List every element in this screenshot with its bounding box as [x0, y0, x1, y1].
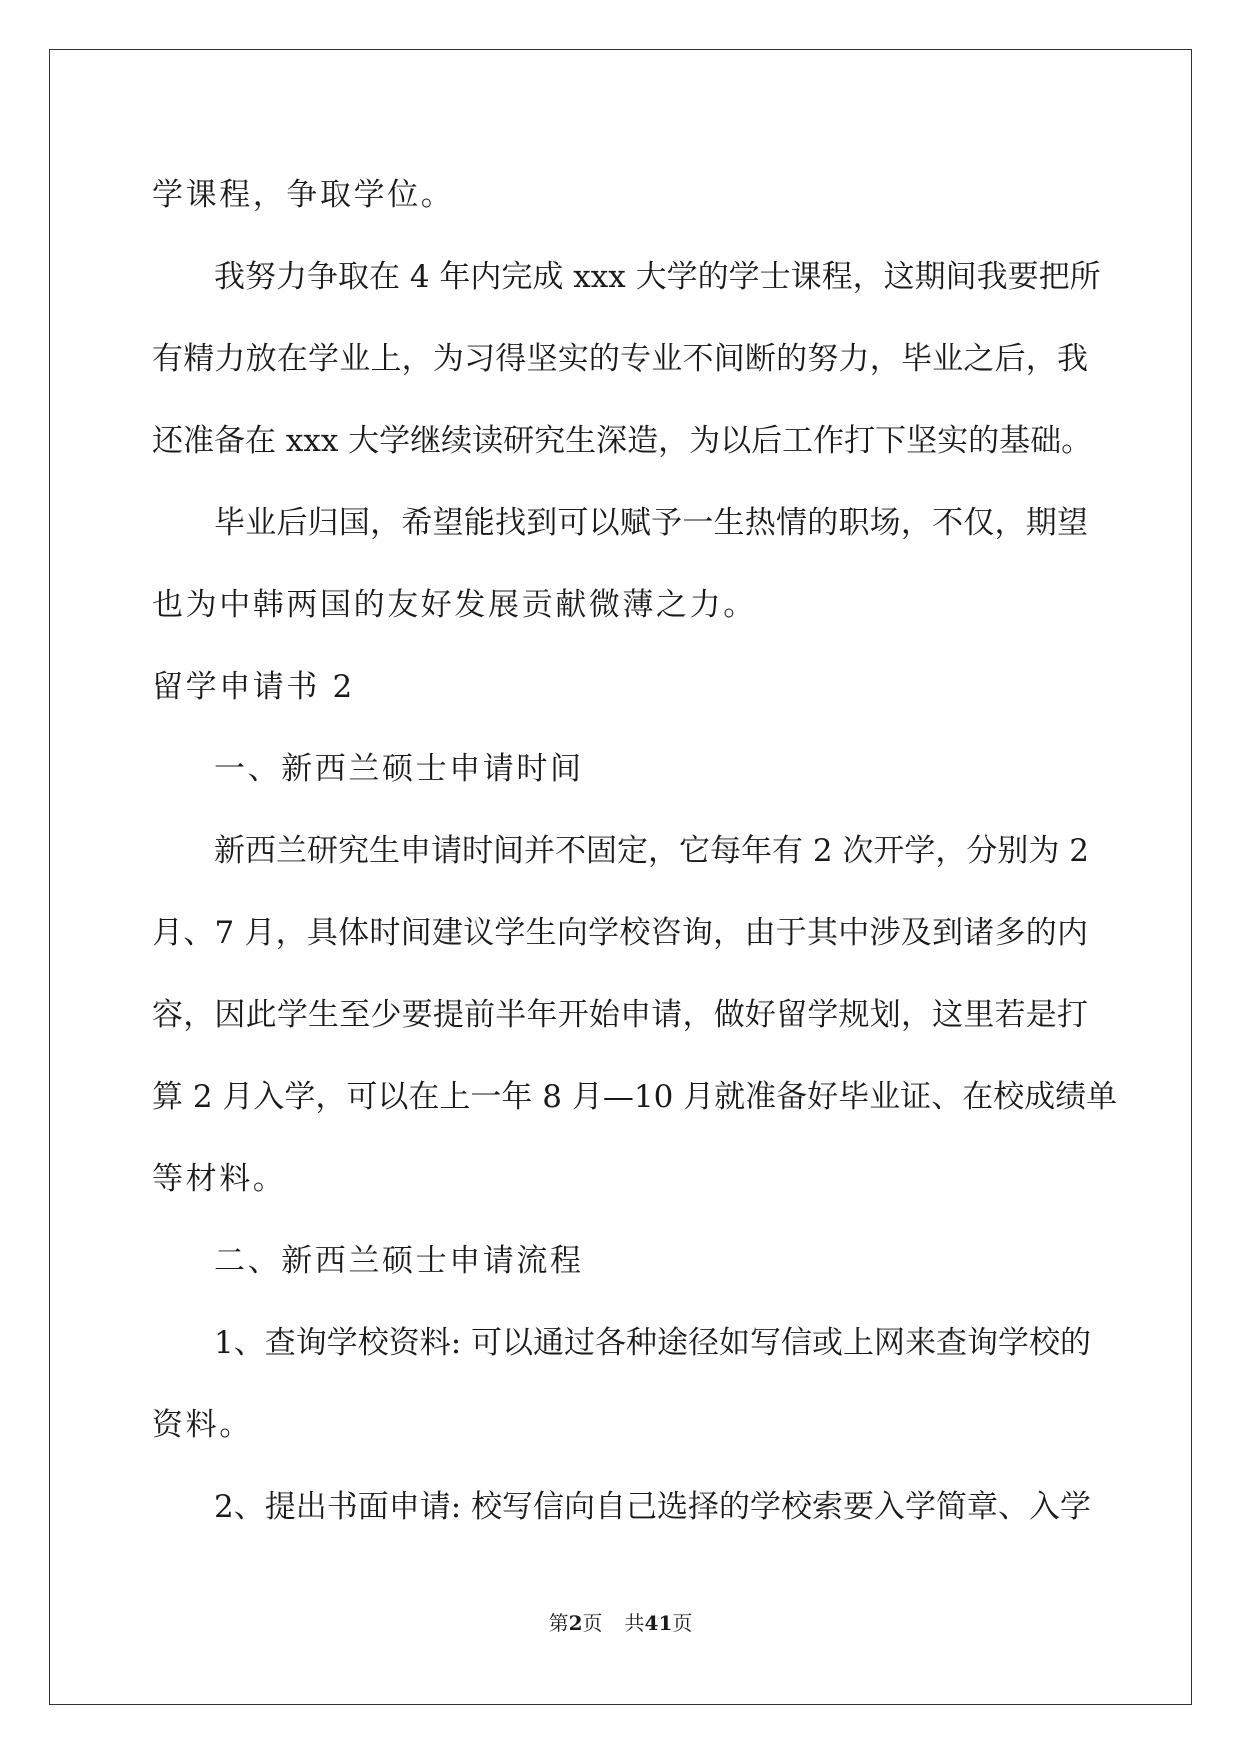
- total-page-count: 41: [644, 1611, 673, 1635]
- text-line: 资料。: [152, 1407, 253, 1443]
- footer-page-unit: 页: [582, 1611, 603, 1635]
- current-page-number: 2: [568, 1611, 583, 1635]
- text-line: 新西兰研究生申请时间并不固定，它每年有 2 次开学，分别为 2: [214, 833, 1090, 869]
- footer-prefix: 第: [548, 1611, 569, 1635]
- text-line: 有精力放在学业上，为习得坚实的专业不间断的努力，毕业之后，我: [152, 341, 1088, 377]
- text-line: 月、7 月，具体时间建议学生向学校咨询，由于其中涉及到诸多的内: [152, 915, 1088, 951]
- page-footer: [0, 1611, 1241, 1635]
- text-line: 1、查询学校资料: 可以通过各种途径如写信或上网来查询学校的: [214, 1325, 1092, 1361]
- text-line: 我努力争取在 4 年内完成 xxx 大学的学士课程，这期间我要把所: [214, 259, 1101, 295]
- text-line: 学课程，争取学位。: [152, 177, 455, 213]
- text-line: 二、新西兰硕士申请流程: [214, 1243, 584, 1279]
- text-line: 还准备在 xxx 大学继续读研究生深造，为以后工作打下坚实的基础。: [152, 423, 1093, 459]
- text-line: 留学申请书 2: [152, 669, 355, 705]
- footer-total-prefix: 共: [624, 1611, 645, 1635]
- text-line: 一、新西兰硕士申请时间: [214, 751, 584, 787]
- text-line: 2、提出书面申请: 校写信向自己选择的学校索要入学简章、入学: [214, 1489, 1092, 1525]
- text-line: 也为中韩两国的友好发展贡献微薄之力。: [152, 587, 757, 623]
- text-line: 毕业后归国，希望能找到可以赋予一生热情的职场，不仅，期望: [214, 505, 1088, 541]
- document-body: [152, 154, 1118, 1548]
- text-line: 容，因此学生至少要提前半年开始申请，做好留学规划，这里若是打: [152, 997, 1088, 1033]
- text-line: 等材料。: [152, 1161, 287, 1197]
- footer-total-unit: 页: [672, 1611, 693, 1635]
- text-line: 算 2 月入学，可以在上一年 8 月—10 月就准备好毕业证、在校成绩单: [152, 1079, 1118, 1115]
